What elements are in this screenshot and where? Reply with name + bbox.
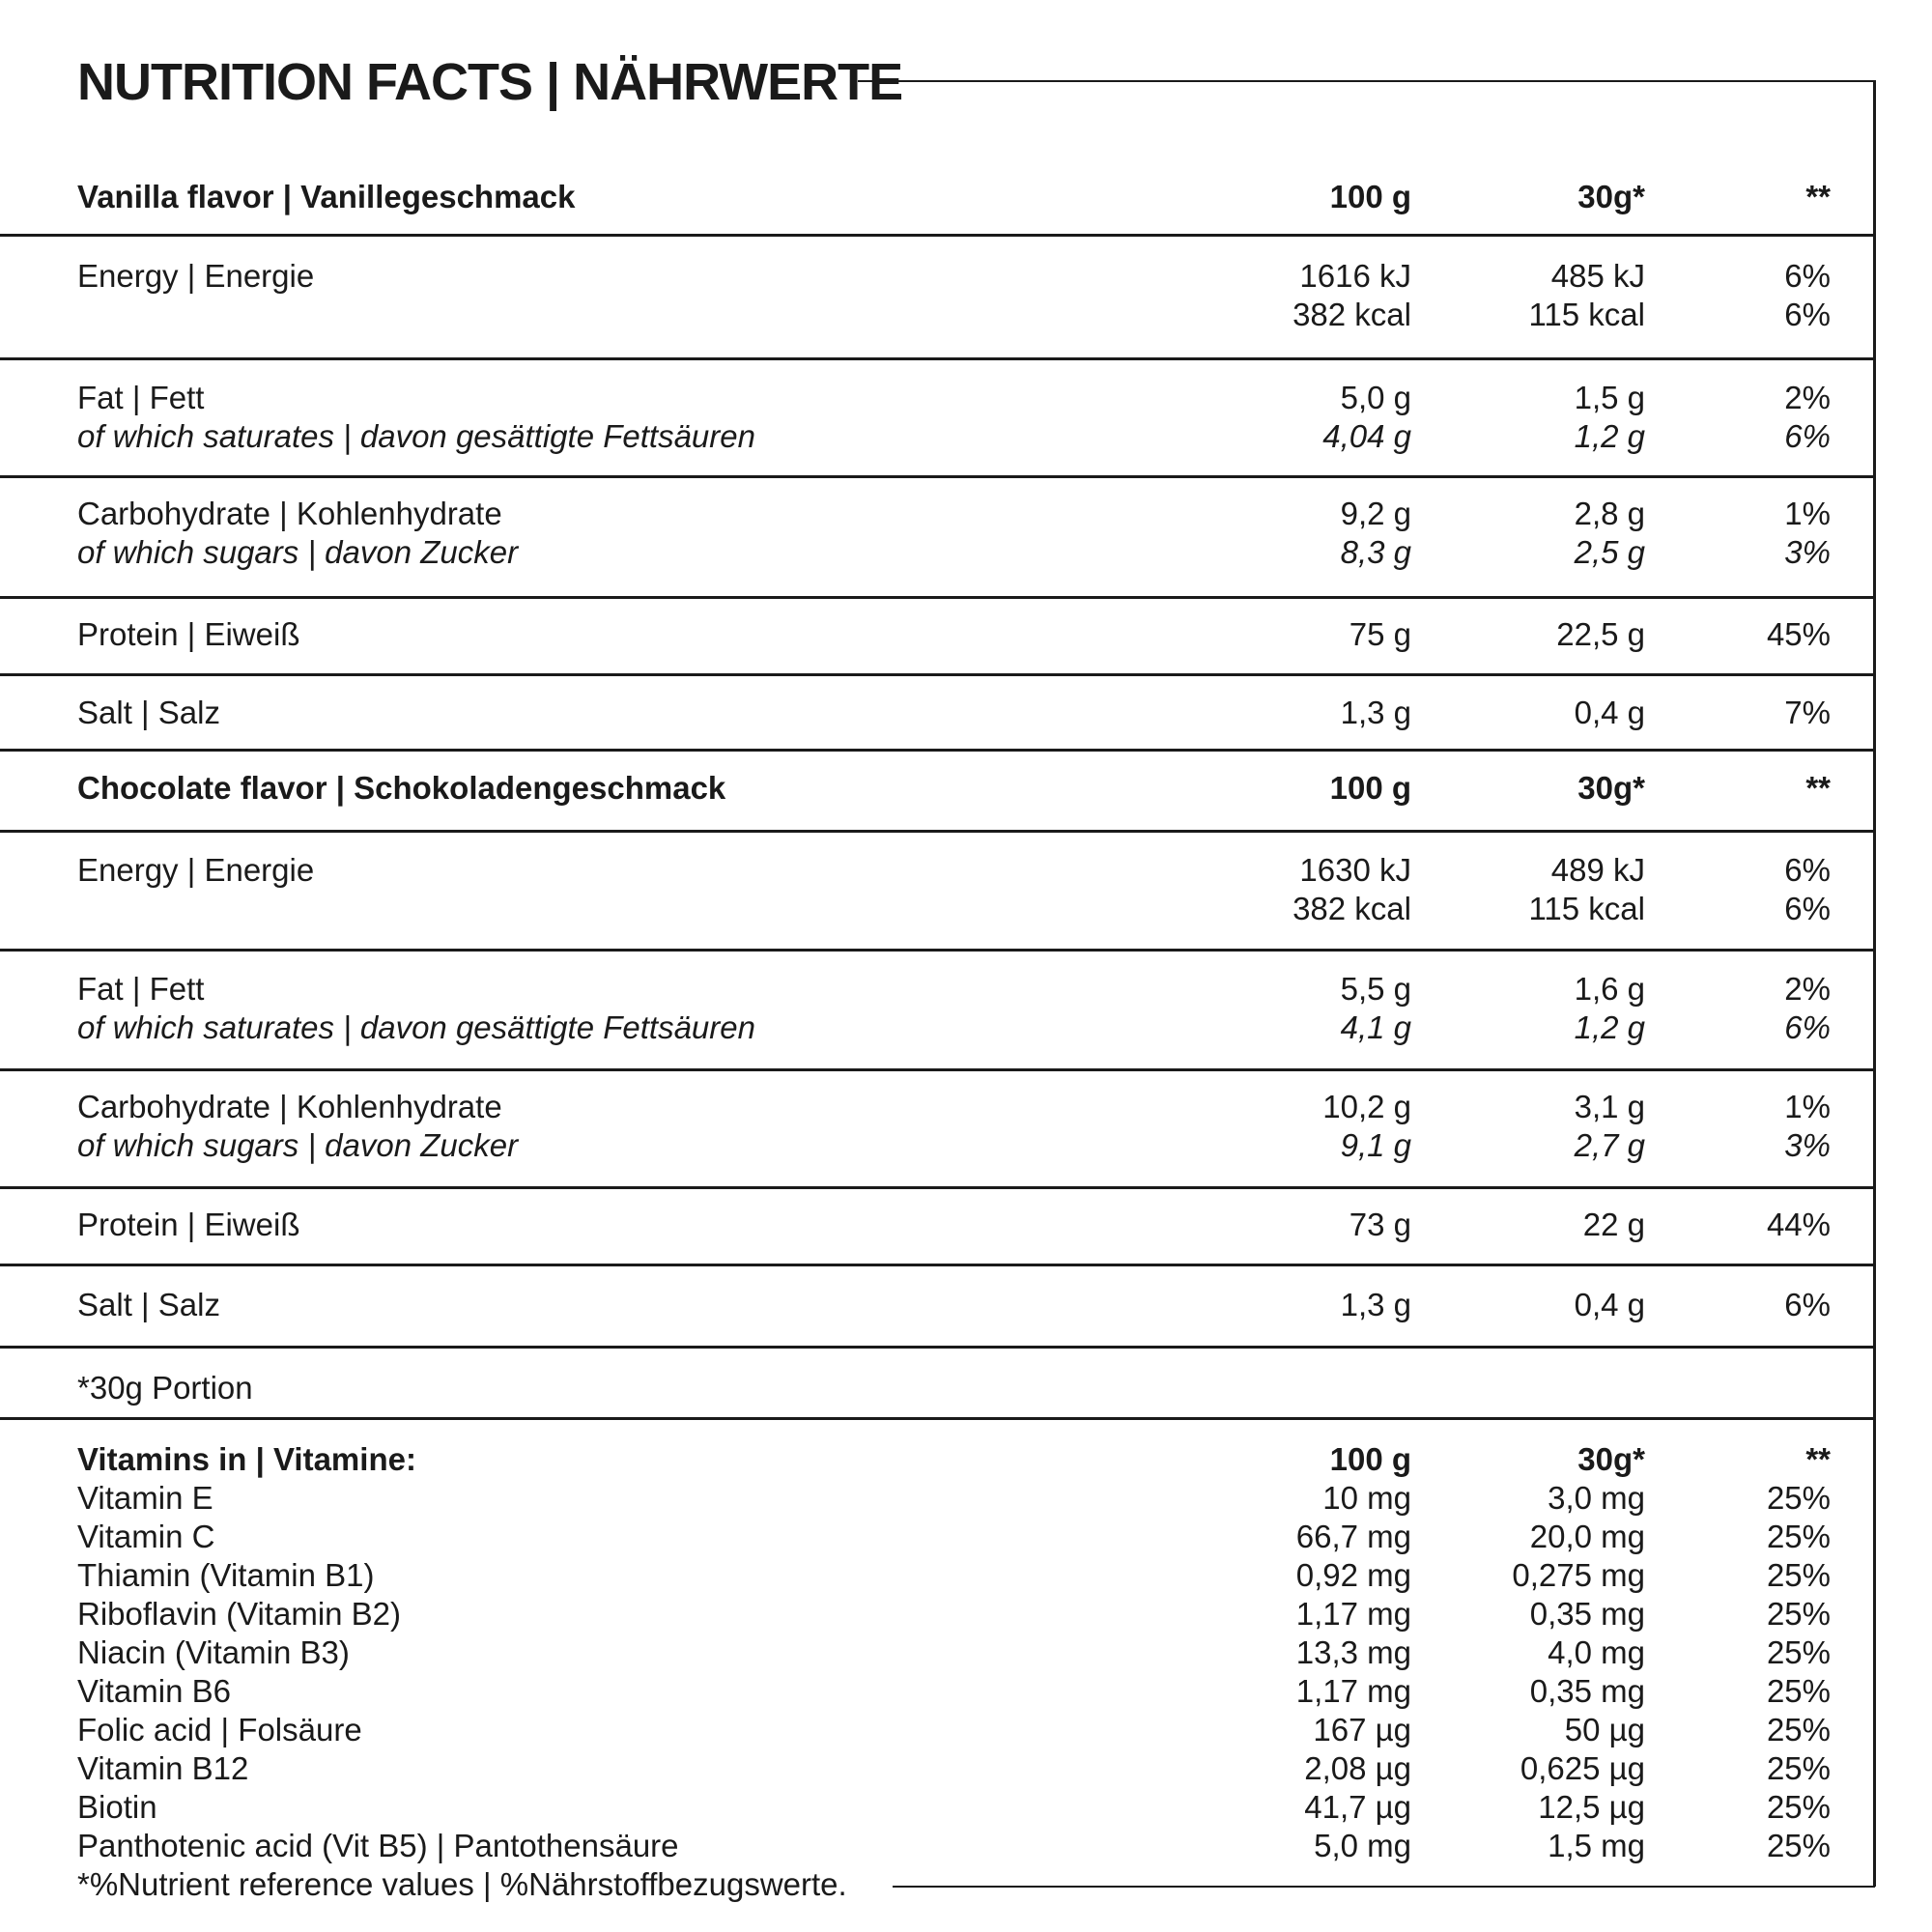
chocolate-saturates-30g: 1,2 g bbox=[1574, 1009, 1645, 1045]
vanilla-protein-nrv: 45% bbox=[1766, 616, 1831, 652]
vanilla-saturates-row bbox=[0, 417, 1875, 456]
vanilla-fat-section bbox=[0, 360, 1875, 478]
vanilla-saturates-nrv: 6% bbox=[1784, 418, 1831, 454]
chocolate-salt-section bbox=[0, 1266, 1875, 1349]
vitamin-row bbox=[0, 1788, 1875, 1827]
vanilla-carb-nrv: 1% bbox=[1784, 496, 1831, 531]
chocolate-carb-100g: 10,2 g bbox=[1322, 1089, 1411, 1124]
vanilla-sugars-100g: 8,3 g bbox=[1340, 534, 1411, 570]
chocolate-fat-label: Fat | Fett bbox=[77, 971, 205, 1007]
vitamins-header-row bbox=[0, 1440, 1875, 1479]
portion-note: *30g Portion bbox=[77, 1370, 253, 1406]
chocolate-fat-30g: 1,6 g bbox=[1574, 971, 1645, 1007]
col-100g-header: 100 g bbox=[1329, 770, 1411, 806]
vanilla-fat-label: Fat | Fett bbox=[77, 380, 205, 415]
vanilla-energy-kj-nrv: 6% bbox=[1784, 258, 1831, 294]
vitamin-label: Vitamin C bbox=[77, 1519, 215, 1554]
vitamin-label: Vitamin E bbox=[77, 1480, 213, 1516]
col-nrv-header: ** bbox=[1805, 179, 1831, 214]
vanilla-salt-nrv: 7% bbox=[1784, 695, 1831, 730]
vitamin-nrv: 25% bbox=[1766, 1480, 1831, 1516]
chocolate-salt-nrv: 6% bbox=[1784, 1287, 1831, 1322]
chocolate-fat-section bbox=[0, 952, 1875, 1071]
chocolate-sugars-30g: 2,7 g bbox=[1574, 1127, 1645, 1163]
vanilla-sugars-30g: 2,5 g bbox=[1574, 534, 1645, 570]
vitamin-nrv: 25% bbox=[1766, 1828, 1831, 1863]
vanilla-carb-label: Carbohydrate | Kohlenhydrate bbox=[77, 496, 502, 531]
vitamin-30g: 0,625 µg bbox=[1520, 1750, 1645, 1786]
chocolate-sugars-label: of which sugars | davon Zucker bbox=[77, 1127, 519, 1163]
chocolate-protein-100g: 73 g bbox=[1349, 1207, 1411, 1242]
vitamin-nrv: 25% bbox=[1766, 1557, 1831, 1593]
vanilla-saturates-label: of which saturates | davon gesättigte Fettsäuren bbox=[77, 418, 755, 454]
vanilla-energy-kj-30g: 485 kJ bbox=[1550, 258, 1645, 294]
col-30g-header: 30g* bbox=[1577, 770, 1645, 806]
chocolate-energy-kcal-row bbox=[0, 890, 1875, 928]
vitamin-row bbox=[0, 1479, 1875, 1518]
chocolate-protein-label: Protein | Eiweiß bbox=[77, 1207, 300, 1242]
vanilla-fat-100g: 5,0 g bbox=[1340, 380, 1411, 415]
vanilla-energy-kj-row bbox=[0, 257, 1875, 296]
vitamin-label: Panthotenic acid (Vit B5) | Pantothensäure bbox=[77, 1828, 679, 1863]
vitamin-row bbox=[0, 1711, 1875, 1749]
vitamin-row bbox=[0, 1749, 1875, 1788]
chocolate-sugars-row bbox=[0, 1126, 1875, 1165]
vitamin-label: Thiamin (Vitamin B1) bbox=[77, 1557, 375, 1593]
vitamin-row bbox=[0, 1595, 1875, 1634]
vanilla-protein-row bbox=[0, 615, 1875, 654]
vitamin-30g: 0,35 mg bbox=[1529, 1596, 1645, 1632]
vitamin-30g: 4,0 mg bbox=[1548, 1634, 1645, 1670]
vanilla-protein-section bbox=[0, 599, 1875, 676]
chocolate-saturates-nrv: 6% bbox=[1784, 1009, 1831, 1045]
chocolate-energy-kj-nrv: 6% bbox=[1784, 852, 1831, 888]
chocolate-header-label: Chocolate flavor | Schokoladengeschmack bbox=[77, 770, 726, 806]
vitamin-nrv: 25% bbox=[1766, 1519, 1831, 1554]
vanilla-energy-kcal-nrv: 6% bbox=[1784, 297, 1831, 332]
reference-note: *%Nutrient reference values | %Nährstoffbezugswerte. bbox=[77, 1866, 847, 1902]
chocolate-energy-kj-row bbox=[0, 851, 1875, 890]
vanilla-fat-row bbox=[0, 379, 1875, 417]
vitamin-30g: 12,5 µg bbox=[1538, 1789, 1645, 1825]
vanilla-energy-kcal-row bbox=[0, 296, 1875, 334]
chocolate-carb-label: Carbohydrate | Kohlenhydrate bbox=[77, 1089, 502, 1124]
vitamin-row bbox=[0, 1556, 1875, 1595]
vanilla-sugars-label: of which sugars | davon Zucker bbox=[77, 534, 519, 570]
chocolate-header-section bbox=[0, 752, 1875, 833]
vitamin-100g: 13,3 mg bbox=[1295, 1634, 1411, 1670]
vanilla-sugars-nrv: 3% bbox=[1784, 534, 1831, 570]
vanilla-fat-30g: 1,5 g bbox=[1574, 380, 1645, 415]
vitamin-30g: 20,0 mg bbox=[1529, 1519, 1645, 1554]
vitamin-100g: 10 mg bbox=[1322, 1480, 1411, 1516]
chocolate-header-row bbox=[0, 769, 1875, 808]
col-30g-header: 30g* bbox=[1577, 179, 1645, 214]
col-nrv-header: ** bbox=[1805, 1441, 1831, 1477]
vitamin-30g: 0,275 mg bbox=[1512, 1557, 1645, 1593]
vitamin-nrv: 25% bbox=[1766, 1712, 1831, 1747]
chocolate-energy-kcal-nrv: 6% bbox=[1784, 891, 1831, 926]
vitamin-nrv: 25% bbox=[1766, 1750, 1831, 1786]
vitamin-100g: 0,92 mg bbox=[1295, 1557, 1411, 1593]
chocolate-carb-section bbox=[0, 1071, 1875, 1189]
vanilla-carb-row bbox=[0, 495, 1875, 533]
vanilla-salt-label: Salt | Salz bbox=[77, 695, 220, 730]
chocolate-fat-nrv: 2% bbox=[1784, 971, 1831, 1007]
vanilla-carb-section bbox=[0, 478, 1875, 599]
page-title: NUTRITION FACTS | NÄHRWERTE bbox=[77, 53, 903, 111]
col-100g-header: 100 g bbox=[1329, 179, 1411, 214]
vitamin-30g: 3,0 mg bbox=[1548, 1480, 1645, 1516]
chocolate-protein-30g: 22 g bbox=[1582, 1207, 1645, 1242]
chocolate-carb-row bbox=[0, 1088, 1875, 1126]
chocolate-sugars-nrv: 3% bbox=[1784, 1127, 1831, 1163]
vanilla-salt-row bbox=[0, 694, 1875, 732]
vitamin-label: Niacin (Vitamin B3) bbox=[77, 1634, 350, 1670]
vanilla-energy-kcal-100g: 382 kcal bbox=[1293, 297, 1411, 332]
chocolate-energy-kcal-100g: 382 kcal bbox=[1293, 891, 1411, 926]
vitamin-nrv: 25% bbox=[1766, 1673, 1831, 1709]
vitamin-100g: 1,17 mg bbox=[1295, 1673, 1411, 1709]
vitamin-row bbox=[0, 1827, 1875, 1865]
vanilla-salt-section bbox=[0, 676, 1875, 752]
vanilla-carb-30g: 2,8 g bbox=[1574, 496, 1645, 531]
chocolate-saturates-row bbox=[0, 1009, 1875, 1047]
vitamin-100g: 41,7 µg bbox=[1304, 1789, 1411, 1825]
vanilla-carb-100g: 9,2 g bbox=[1340, 496, 1411, 531]
vanilla-energy-kj-100g: 1616 kJ bbox=[1299, 258, 1411, 294]
vanilla-saturates-100g: 4,04 g bbox=[1322, 418, 1411, 454]
vanilla-salt-30g: 0,4 g bbox=[1574, 695, 1645, 730]
chocolate-energy-label: Energy | Energie bbox=[77, 852, 315, 888]
vitamin-nrv: 25% bbox=[1766, 1634, 1831, 1670]
chocolate-fat-100g: 5,5 g bbox=[1340, 971, 1411, 1007]
vanilla-header-row bbox=[0, 178, 1875, 216]
vitamin-label: Vitamin B6 bbox=[77, 1673, 231, 1709]
vitamin-30g: 0,35 mg bbox=[1529, 1673, 1645, 1709]
vitamin-nrv: 25% bbox=[1766, 1789, 1831, 1825]
chocolate-saturates-100g: 4,1 g bbox=[1340, 1009, 1411, 1045]
vitamins-section bbox=[0, 1420, 1875, 1886]
vitamin-row bbox=[0, 1518, 1875, 1556]
vanilla-energy-section bbox=[0, 237, 1875, 360]
chocolate-salt-row bbox=[0, 1286, 1875, 1324]
chocolate-energy-kcal-30g: 115 kcal bbox=[1528, 891, 1645, 926]
vitamin-label: Riboflavin (Vitamin B2) bbox=[77, 1596, 402, 1632]
chocolate-salt-30g: 0,4 g bbox=[1574, 1287, 1645, 1322]
vitamin-row bbox=[0, 1672, 1875, 1711]
chocolate-energy-section bbox=[0, 833, 1875, 952]
col-30g-header: 30g* bbox=[1577, 1441, 1645, 1477]
vitamin-label: Folic acid | Folsäure bbox=[77, 1712, 362, 1747]
vanilla-header-section bbox=[0, 155, 1875, 237]
chocolate-saturates-label: of which saturates | davon gesättigte Fettsäuren bbox=[77, 1009, 755, 1045]
vanilla-protein-30g: 22,5 g bbox=[1556, 616, 1645, 652]
chocolate-carb-30g: 3,1 g bbox=[1574, 1089, 1645, 1124]
chocolate-carb-nrv: 1% bbox=[1784, 1089, 1831, 1124]
chocolate-energy-kj-100g: 1630 kJ bbox=[1299, 852, 1411, 888]
vanilla-energy-label: Energy | Energie bbox=[77, 258, 315, 294]
chocolate-protein-section bbox=[0, 1189, 1875, 1266]
vitamin-label: Vitamin B12 bbox=[77, 1750, 249, 1786]
vitamin-100g: 66,7 mg bbox=[1295, 1519, 1411, 1554]
vanilla-sugars-row bbox=[0, 533, 1875, 572]
vanilla-salt-100g: 1,3 g bbox=[1340, 695, 1411, 730]
chocolate-fat-row bbox=[0, 970, 1875, 1009]
chocolate-protein-row bbox=[0, 1206, 1875, 1244]
chocolate-sugars-100g: 9,1 g bbox=[1340, 1127, 1411, 1163]
vitamins-header-label: Vitamins in | Vitamine: bbox=[77, 1441, 416, 1477]
chocolate-energy-kj-30g: 489 kJ bbox=[1550, 852, 1645, 888]
vitamin-100g: 2,08 µg bbox=[1304, 1750, 1411, 1786]
portion-note-section bbox=[0, 1349, 1875, 1420]
vanilla-energy-kcal-30g: 115 kcal bbox=[1528, 297, 1645, 332]
vanilla-protein-100g: 75 g bbox=[1349, 616, 1411, 652]
col-100g-header: 100 g bbox=[1329, 1441, 1411, 1477]
vitamin-nrv: 25% bbox=[1766, 1596, 1831, 1632]
vitamin-row bbox=[0, 1634, 1875, 1672]
vitamin-100g: 167 µg bbox=[1313, 1712, 1411, 1747]
chocolate-salt-label: Salt | Salz bbox=[77, 1287, 220, 1322]
vanilla-header-label: Vanilla flavor | Vanillegeschmack bbox=[77, 179, 576, 214]
vitamin-30g: 50 µg bbox=[1564, 1712, 1645, 1747]
col-nrv-header: ** bbox=[1805, 770, 1831, 806]
vitamin-100g: 1,17 mg bbox=[1295, 1596, 1411, 1632]
vanilla-saturates-30g: 1,2 g bbox=[1574, 418, 1645, 454]
chocolate-salt-100g: 1,3 g bbox=[1340, 1287, 1411, 1322]
vitamin-30g: 1,5 mg bbox=[1548, 1828, 1645, 1863]
vanilla-fat-nrv: 2% bbox=[1784, 380, 1831, 415]
vanilla-protein-label: Protein | Eiweiß bbox=[77, 616, 300, 652]
vitamin-100g: 5,0 mg bbox=[1314, 1828, 1411, 1863]
chocolate-protein-nrv: 44% bbox=[1766, 1207, 1831, 1242]
vitamin-label: Biotin bbox=[77, 1789, 157, 1825]
